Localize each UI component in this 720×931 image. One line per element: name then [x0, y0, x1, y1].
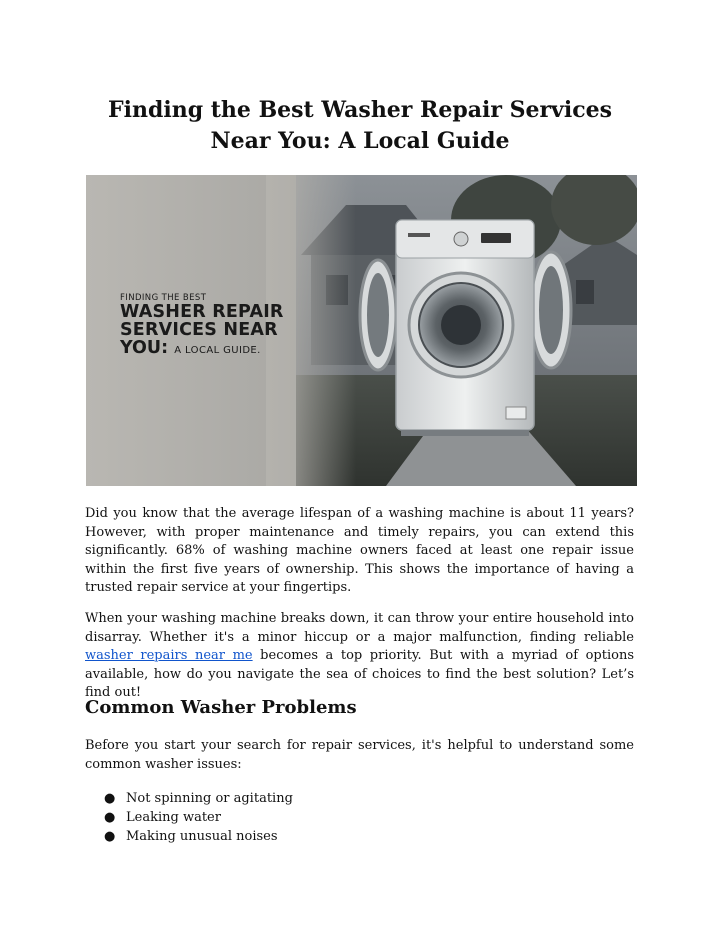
hero-line-2: SERVICES NEAR	[120, 320, 278, 340]
bullet-icon: ●	[104, 810, 116, 825]
list-item	[104, 827, 293, 846]
p2-text-after: becomes a top priority. But with a myriad of options available, how do you navigate the sea of choices to find the best solution? Let’s find out!	[85, 648, 634, 701]
list-item	[104, 789, 293, 808]
bullet-icon: ●	[104, 829, 116, 844]
hero-line-3	[120, 339, 284, 360]
washer-repairs-link[interactable]: washer repairs near me	[85, 648, 253, 664]
hero-you: YOU:	[120, 338, 169, 358]
hero-overlay-text	[120, 293, 284, 360]
p2-text-before: When your washing machine breaks down, it can throw your entire household into disarray. Whether it's a minor hiccup or a major malfunction, finding reliable	[85, 611, 634, 645]
problem-list	[104, 789, 293, 846]
bullet-icon: ●	[104, 791, 116, 806]
title-line-2: Near You: A Local Guide	[210, 128, 510, 154]
intro-paragraph-1: Did you know that the average lifespan of a washing machine is about 11 years? However, with proper maintenance and timely repairs, you can extend this significantly. 68% of washing machine owners faced at least one repair issue within the first five years of ownership. This shows the importance of having a trusted repair service at your fingertips.	[85, 506, 634, 596]
hero-image	[86, 175, 637, 486]
hero-line-1: WASHER REPAIR	[120, 302, 284, 322]
hero-small-heading: FINDING THE BEST	[120, 293, 207, 303]
title-line-1: Finding the Best Washer Repair Services	[108, 97, 612, 123]
section-heading: Common Washer Problems	[85, 697, 357, 718]
list-item-text: Not spinning or agitating	[126, 791, 293, 806]
list-item	[104, 808, 293, 827]
section-lead: Before you start your search for repair services, it's helpful to understand some common washer issues:	[85, 738, 634, 772]
page-title	[85, 95, 635, 157]
intro-paragraph-2	[85, 610, 634, 703]
hero-guide: A LOCAL GUIDE.	[174, 345, 261, 356]
list-item-text: Leaking water	[126, 810, 221, 825]
list-item-text: Making unusual noises	[126, 829, 278, 844]
